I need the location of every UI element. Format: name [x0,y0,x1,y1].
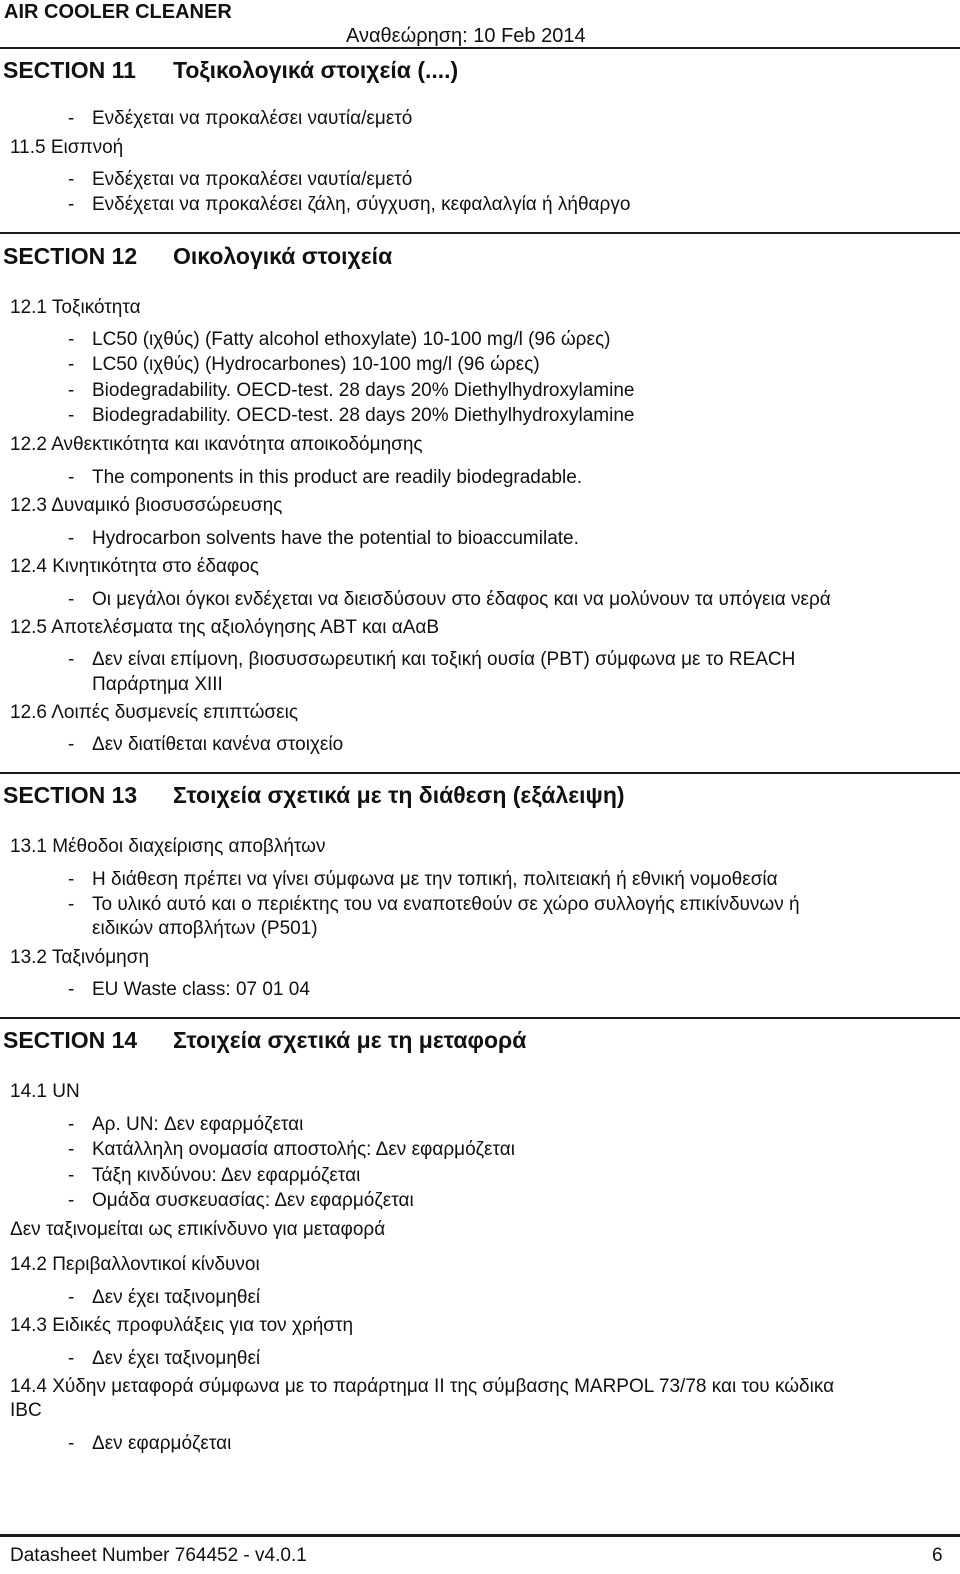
subsection-heading: 13.2 Ταξινόμηση [10,947,150,968]
section-12-heading [3,242,392,270]
section-title: Στοιχεία σχετικά με τη διάθεση (εξάλειψη) [173,782,625,808]
revision-date: Αναθεώρηση: 10 Feb 2014 [346,25,586,47]
subsection-heading: 12.2 Ανθεκτικότητα και ικανότητα αποικοδόμησης [10,434,423,455]
subsection-heading: 14.2 Περιβαλλοντικοί κίνδυνοι [10,1254,260,1275]
section-14-heading [3,1026,526,1054]
section-rule [0,232,960,234]
document-title: AIR COOLER CLEANER [4,1,232,23]
subsection-heading: 11.5 Εισπνοή [10,137,124,158]
subsection-heading: 12.6 Λοιπές δυσμενείς επιπτώσεις [10,702,298,723]
list-item-continuation: ειδικών αποβλήτων (P501) [92,918,318,939]
header-rule [0,47,960,49]
subsection-heading: 14.4 Χύδην μεταφορά σύμφωνα με το παράρτημα II της σύμβασης MARPOL 73/78 και του κώδικα [10,1376,835,1397]
section-title: Τοξικολογικά στοιχεία (....) [173,57,459,83]
section-number: SECTION 12 [3,243,138,269]
datasheet-number: Datasheet Number 764452 - v4.0.1 [10,1545,307,1566]
section-13-heading [3,781,625,809]
section-title: Στοιχεία σχετικά με τη μεταφορά [173,1027,527,1053]
section-number: SECTION 11 [3,57,136,83]
subsection-heading: 12.1 Τοξικότητα [10,297,141,318]
classification-note: Δεν ταξινομείται ως επικίνδυνο για μεταφορά [10,1219,386,1240]
subsection-heading: 14.1 UN [10,1081,80,1102]
page-number: 6 [932,1545,943,1566]
subsection-heading: 13.1 Μέθοδοι διαχείρισης αποβλήτων [10,836,326,857]
subsection-heading: 12.5 Αποτελέσματα της αξιολόγησης ΑΒΤ και αΑαΒ [10,617,440,638]
subsection-heading: 12.4 Κινητικότητα στο έδαφος [10,556,259,577]
section-number: SECTION 14 [3,1027,138,1053]
subsection-heading: 12.3 Δυναμικό βιοσυσσώρευσης [10,495,283,516]
section-title: Οικολογικά στοιχεία [173,243,393,269]
list-item-continuation: Παράρτημα XIII [92,674,223,695]
subsection-heading-continuation: IBC [10,1400,42,1421]
subsection-heading: 14.3 Ειδικές προφυλάξεις για τον χρήστη [10,1315,354,1336]
section-rule [0,1017,960,1019]
section-number: SECTION 13 [3,782,138,808]
section-rule [0,772,960,774]
section-11-heading [3,56,458,84]
footer-rule [0,1534,960,1537]
